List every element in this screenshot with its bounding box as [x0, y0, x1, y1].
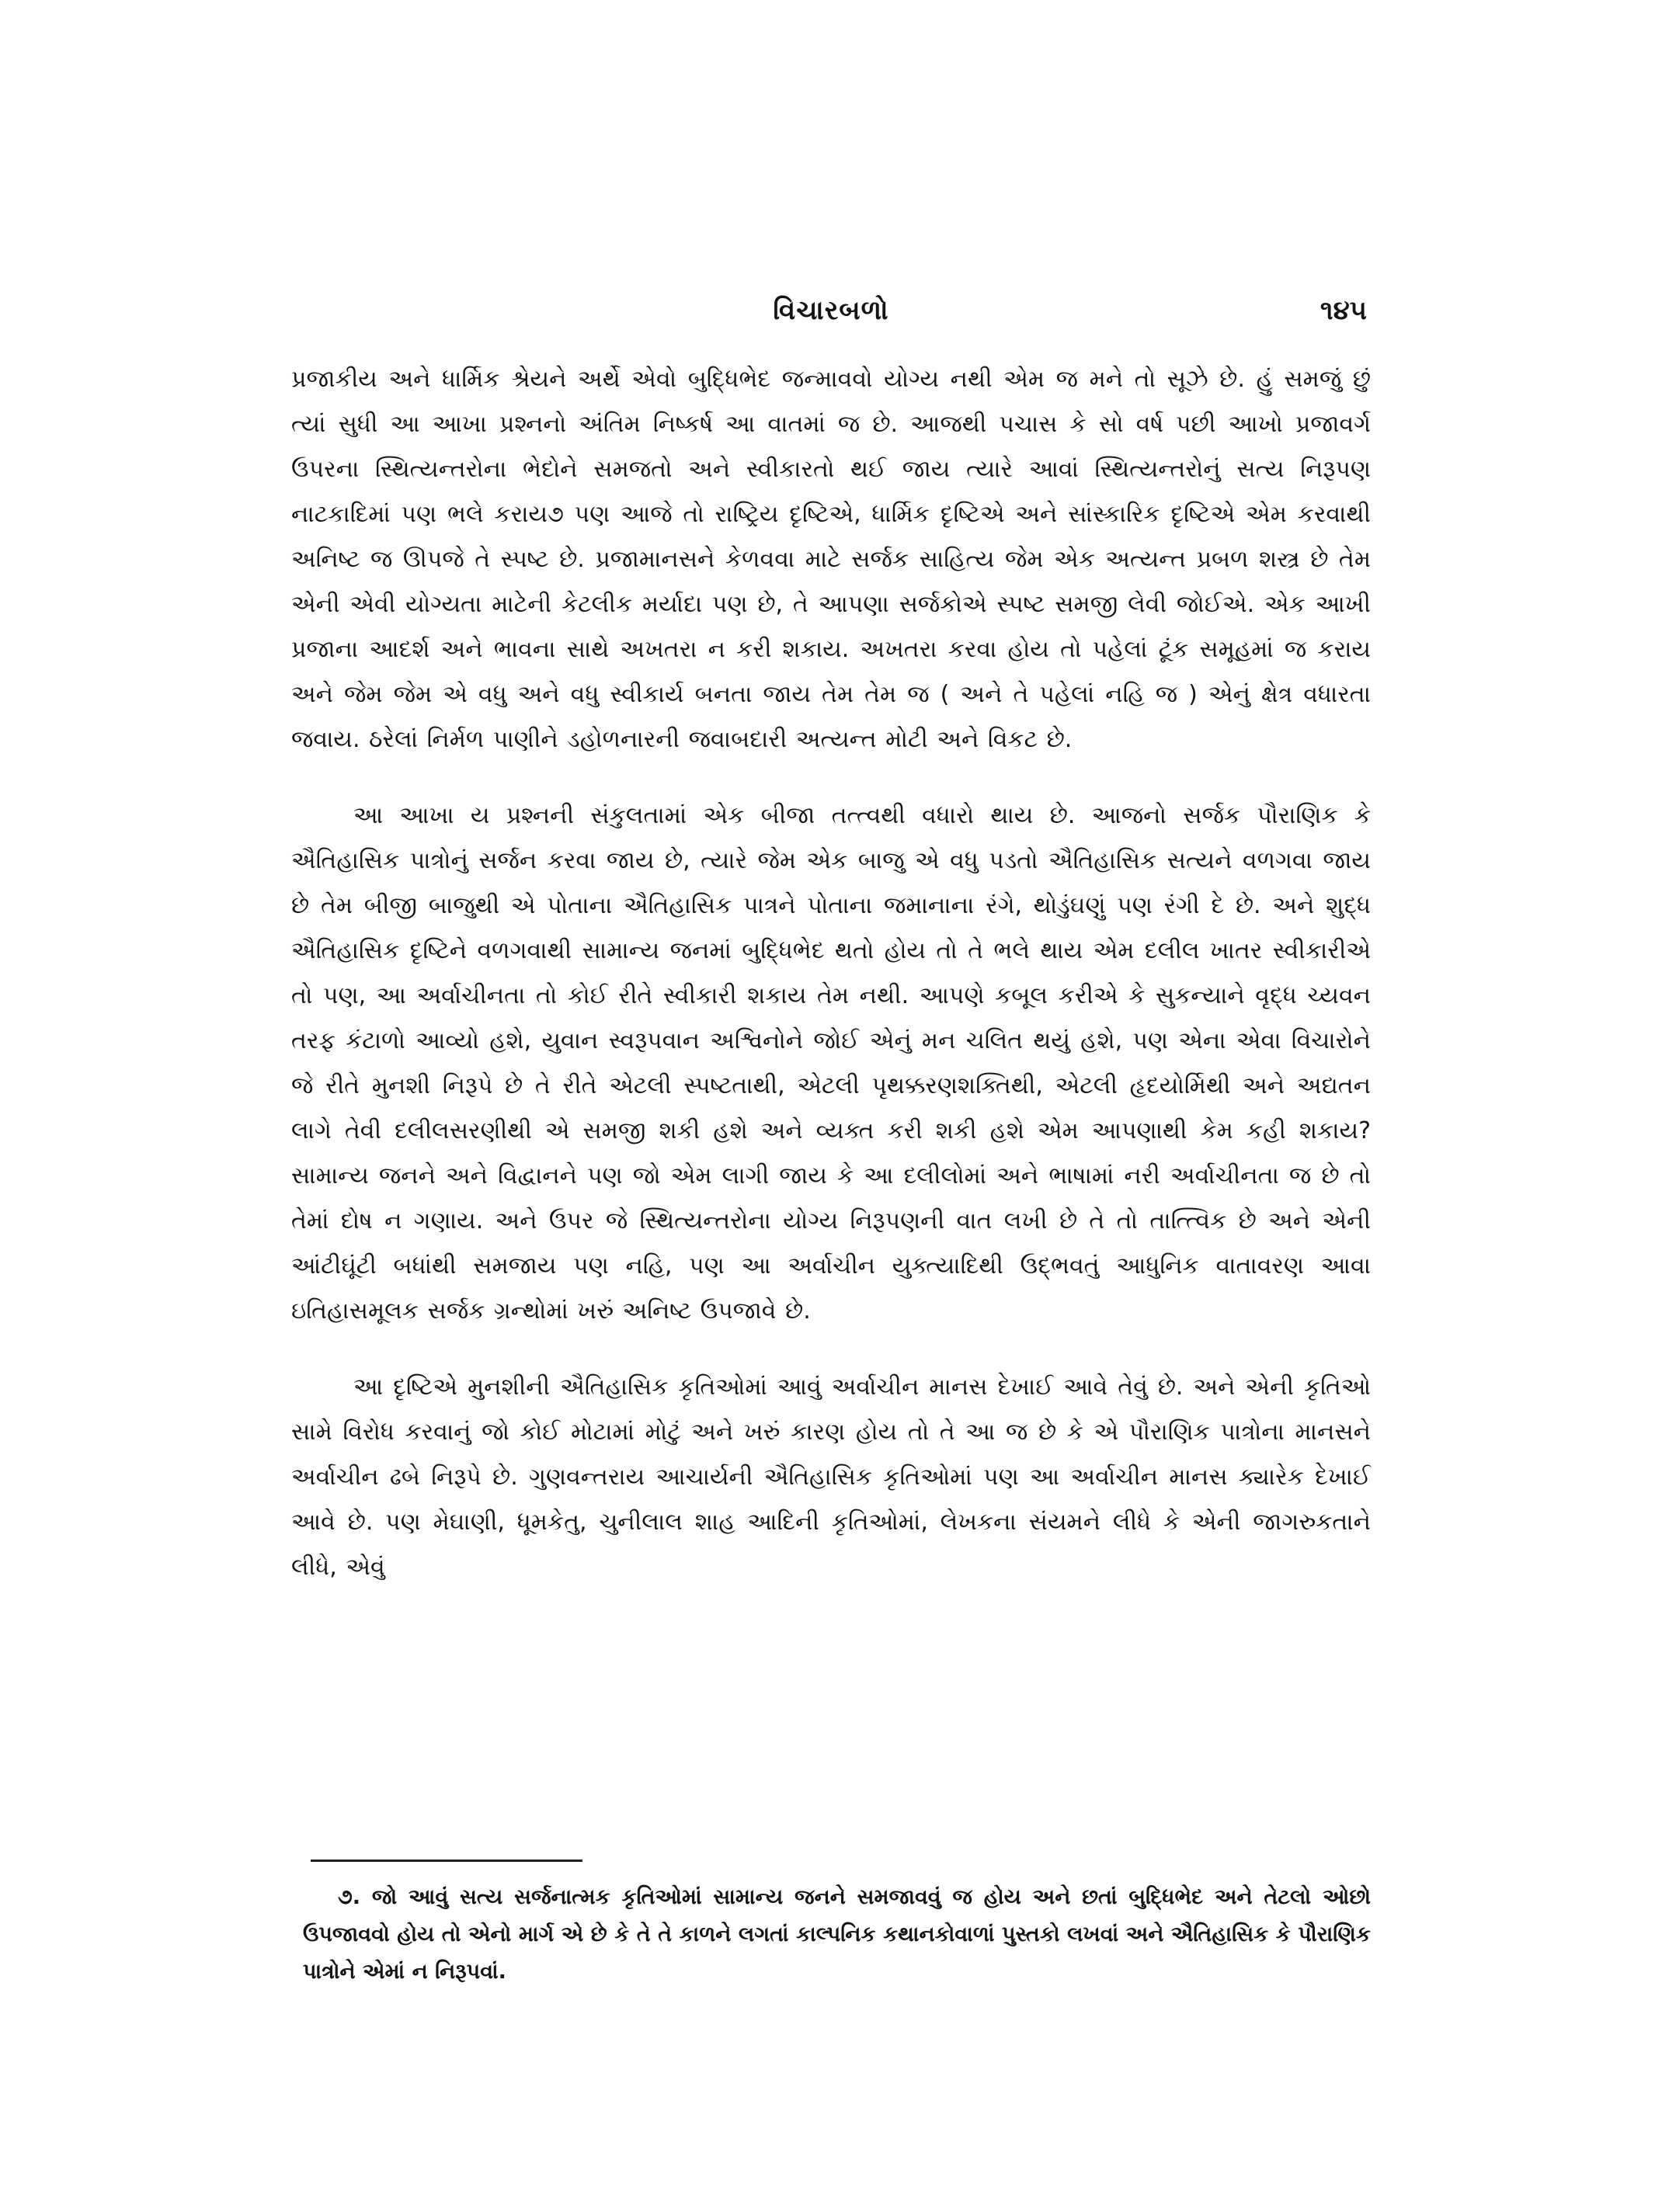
- paragraph-2: આ આખા ય પ્રશ્નની સંકુલતામાં એક બીજા તત્ત્વથી વધારો થાય છે. આજનો સર્જક પૌરાણિક કે ઐતિહાસિક પાત્રોનું સર્જન કરવા જાય છે, ત્યારે જેમ એક બાજુ એ વધુ પડતો ઐતિહાસિક સત્યને વળગવા જાય છે તેમ બીજી બાજુથી એ પોતાના ઐતિહાસિક પાત્રને પોતાના જમાનાના રંગે, થોડુંઘણું પણ રંગી દે છે. અને શુદ્ધ ઐતિહાસિક દૃષ્ટિને વળગવાથી સામાન્ય જનમાં બુદ્ધિભેદ થતો હોય તો તે ભલે થાય એમ દલીલ ખાતર સ્વીકારીએ તો પણ, આ અર્વાચીનતા તો કોઈ રીતે સ્વીકારી શકાય તેમ નથી. આપણે કબૂલ કરીએ કે સુકન્યાને વૃદ્ધ ચ્યવન તરફ કંટાળો આવ્યો હશે, યુવાન સ્વરૂપવાન અશ્વિનોને જોઈ એનું મન ચલિત થયું હશે, પણ એના એવા વિચારોને જે રીતે મુનશી નિરૂપે છે તે રીતે એટલી સ્પષ્ટતાથી, એટલી પૃથક્કરણશક્તિથી, એટલી હૃદયોર્મિથી અને અદ્યતન લાગે તેવી દલીલસરણીથી એ સમજી શકી હશે અને વ્યક્ત કરી શકી હશે એમ આપણાથી કેમ કહી શકાય? સામાન્ય જનને અને વિદ્વાનને પણ જો એમ લાગી જાય કે આ દલીલોમાં અને ભાષામાં નરી અર્વાચીનતા જ છે તો તેમાં દોષ ન ગણાય. અને ઉપર જે સ્થિત્યન્તરોના યોગ્ય નિરૂપણની વાત લખી છે તે તો તાત્ત્વિક છે અને એની આંટીઘૂંટી બધાંથી સમજાય પણ નહિ, પણ આ અર્વાચીન યુક્ત્યાદિથી ઉદ્ભવતું આધુનિક વાતાવરણ આવા ઇતિહાસમૂલક સર્જક ગ્રન્થોમાં ખરું અનિષ્ટ ઉપજાવે છે.: [291, 802, 1371, 1325]
- footnote: ૭. જો આવું સત્ય સર્જનાત્મક કૃતિઓમાં સામાન્ય જનને સમજાવવું જ હોય અને છતાં બુદ્ધિભેદ અને તેટલો ઓછો ઉપજાવવો હોય તો એનો માર્ગ એ છે કે તે તે કાળને લગતાં કાલ્પનિક કથાનકોવાળાં પુસ્તકો લખવાં અને ઐતિહાસિક કે પૌરાણિક પાત્રોને એમાં ન નિરૂપવાં.: [303, 1885, 1371, 1984]
- paragraph-3: આ દૃષ્ટિએ મુનશીની ઐતિહાસિક કૃતિઓમાં આવું અર્વાચીન માનસ દેખાઈ આવે તેવું છે. અને એની કૃતિઓ સામે વિરોધ કરવાનું જો કોઈ મોટામાં મોટું અને ખરું કારણ હોય તો તે આ જ છે કે એ પૌરાણિક પાત્રોના માનસને અર્વાચીન ઢબે નિરૂપે છે. ગુણવન્તરાય આચાર્યની ઐતિહાસિક કૃતિઓમાં પણ આ અર્વાચીન માનસ ક્યારેક દેખાઈ આવે છે. પણ મેઘાણી, ધૂમકેતુ, ચુનીલાલ શાહ આદિની કૃતિઓમાં, લેખકના સંયમને લીધે કે એની જાગરુકતાને લીધે, એવું: [291, 1373, 1371, 1581]
- body-text: [291, 357, 1371, 1590]
- running-title: વિચારબળો: [773, 295, 889, 326]
- footnote-rule: [311, 1860, 582, 1862]
- page-number: ૧૪૫: [1320, 295, 1367, 326]
- page-header: [295, 295, 1367, 349]
- paragraph-1: પ્રજાકીય અને ધાર્મિક શ્રેયને અર્થે એવો બુદ્ધિભેદ જન્માવવો યોગ્ય નથી એમ જ મને તો સૂઝે છે. હું સમજું છું ત્યાં સુધી આ આખા પ્રશ્નનો અંતિમ નિષ્કર્ષ આ વાતમાં જ છે. આજથી પચાસ કે સો વર્ષ પછી આખો પ્રજાવર્ગ ઉપરના સ્થિત્યન્તરોના ભેદોને સમજતો અને સ્વીકારતો થઈ જાય ત્યારે આવાં સ્થિત્યન્તરોનું સત્ય નિરૂપણ નાટકાદિમાં પણ ભલે કરાય૭ પણ આજે તો રાષ્ટ્રિય દૃષ્ટિએ, ધાર્મિક દૃષ્ટિએ અને સાંસ્કારિક દૃષ્ટિએ એમ કરવાથી અનિષ્ટ જ ઊપજે તે સ્પષ્ટ છે. પ્રજામાનસને કેળવવા માટે સર્જક સાહિત્ય જેમ એક અત્યન્ત પ્રબળ શસ્ત્ર છે તેમ એની એવી યોગ્યતા માટેની કેટલીક મર્યાદા પણ છે, તે આપણા સર્જકોએ સ્પષ્ટ સમજી લેવી જોઈએ. એક આખી પ્રજાના આદર્શ અને ભાવના સાથે અખતરા ન કરી શકાય. અખતરા કરવા હોય તો પહેલાં ટૂંક સમૂહમાં જ કરાય અને જેમ જેમ એ વધુ અને વધુ સ્વીકાર્ય બનતા જાય તેમ તેમ જ ( અને તે પહેલાં નહિ જ ) એનું ક્ષેત્ર વધારતા જવાય. ઠરેલાં નિર્મળ પાણીને ડહોળનારની જવાબદારી અત્યન્ત મોટી અને વિકટ છે.: [291, 366, 1371, 753]
